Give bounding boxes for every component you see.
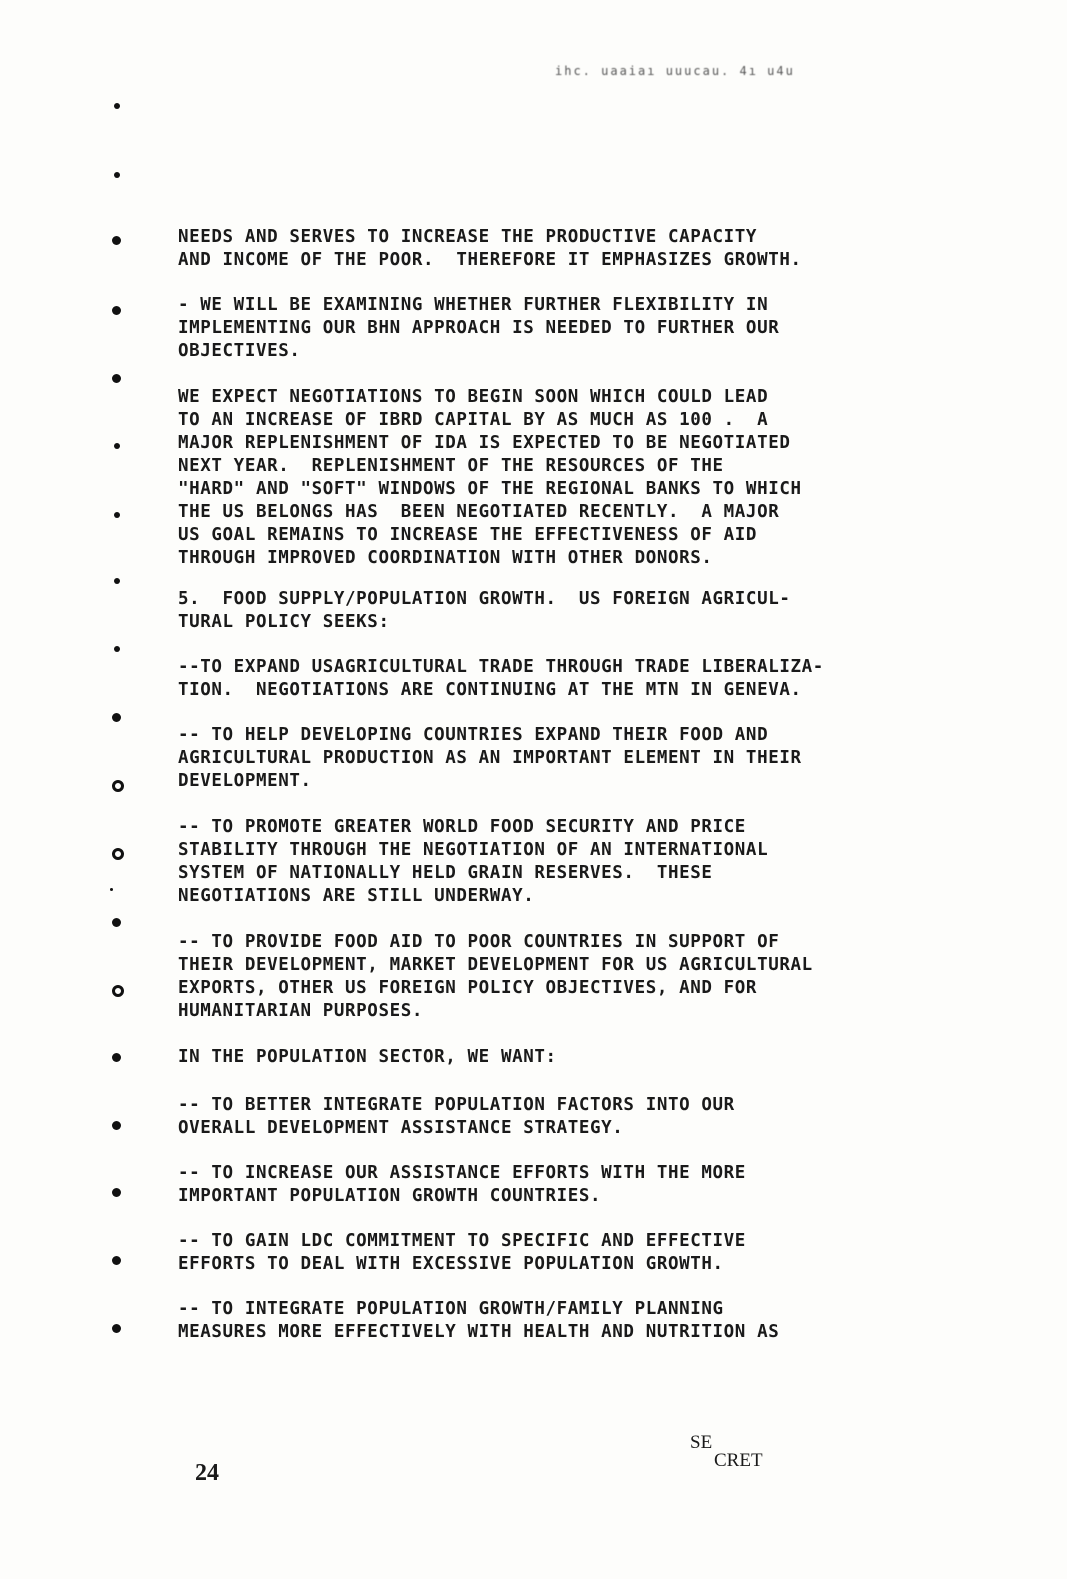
text-line: NEEDS AND SERVES TO INCREASE THE PRODUCTIVE CAPACITY <box>178 227 758 247</box>
text-line: TO AN INCREASE OF IBRD CAPITAL BY AS MUCH AS 100 . A <box>178 410 769 430</box>
hole-punch-margin <box>100 0 140 1579</box>
text-line: IN THE POPULATION SECTOR, WE WANT: <box>178 1047 557 1067</box>
text-line: TURAL POLICY SEEKS: <box>178 612 390 632</box>
text-line: SYSTEM OF NATIONALLY HELD GRAIN RESERVES. THESE <box>178 863 713 883</box>
paragraph <box>178 588 790 634</box>
paragraph <box>178 1162 746 1208</box>
margin-mark <box>112 1053 121 1062</box>
margin-mark <box>114 646 120 652</box>
margin-mark <box>112 1256 121 1265</box>
text-line: EXPORTS, OTHER US FOREIGN POLICY OBJECTIVES, AND FOR <box>178 978 758 998</box>
paragraph <box>178 386 802 570</box>
text-line: IMPLEMENTING OUR BHN APPROACH IS NEEDED TO FURTHER OUR <box>178 318 780 338</box>
text-line: "HARD" AND "SOFT" WINDOWS OF THE REGIONAL BANKS TO WHICH <box>178 479 802 499</box>
text-line: NEGOTIATIONS ARE STILL UNDERWAY. <box>178 886 535 906</box>
margin-mark <box>112 306 121 315</box>
paragraph <box>178 1046 557 1069</box>
text-line: TION. NEGOTIATIONS ARE CONTINUING AT THE MTN IN GENEVA. <box>178 680 802 700</box>
page-number: 24 <box>195 1460 219 1486</box>
text-line: HUMANITARIAN PURPOSES. <box>178 1001 423 1021</box>
margin-mark <box>112 1324 121 1333</box>
paragraph <box>178 1094 735 1140</box>
text-line: -- TO INCREASE OUR ASSISTANCE EFFORTS WITH THE MORE <box>178 1163 746 1183</box>
text-line: WE EXPECT NEGOTIATIONS TO BEGIN SOON WHICH COULD LEAD <box>178 387 769 407</box>
text-line: -- TO PROVIDE FOOD AID TO POOR COUNTRIES IN SUPPORT OF <box>178 932 780 952</box>
margin-mark <box>110 888 113 891</box>
text-line: -- TO INTEGRATE POPULATION GROWTH/FAMILY PLANNING <box>178 1299 724 1319</box>
text-line: --TO EXPAND USAGRICULTURAL TRADE THROUGH TRADE LIBERALIZA- <box>178 657 824 677</box>
text-line: US GOAL REMAINS TO INCREASE THE EFFECTIVENESS OF AID <box>178 525 758 545</box>
margin-mark <box>112 848 124 860</box>
paragraph <box>178 656 824 702</box>
text-line: NEXT YEAR. REPLENISHMENT OF THE RESOURCES OF THE <box>178 456 724 476</box>
text-line: THE US BELONGS HAS BEEN NEGOTIATED RECENTLY. A MAJOR <box>178 502 780 522</box>
text-line: IMPORTANT POPULATION GROWTH COUNTRIES. <box>178 1186 602 1206</box>
margin-mark <box>112 374 121 383</box>
margin-mark <box>114 103 120 109</box>
classification-part-2: CRET <box>714 1450 763 1471</box>
margin-mark <box>114 512 120 518</box>
margin-mark <box>112 713 121 722</box>
text-line: DEVELOPMENT. <box>178 771 312 791</box>
margin-mark <box>112 1121 121 1130</box>
classification-marking <box>690 1432 780 1476</box>
margin-mark <box>112 918 121 927</box>
text-line: AGRICULTURAL PRODUCTION AS AN IMPORTANT ELEMENT IN THEIR <box>178 748 802 768</box>
margin-mark <box>114 172 120 178</box>
text-line: STABILITY THROUGH THE NEGOTIATION OF AN INTERNATIONAL <box>178 840 769 860</box>
text-line: MEASURES MORE EFFECTIVELY WITH HEALTH AND NUTRITION AS <box>178 1322 780 1342</box>
paragraph <box>178 816 768 908</box>
paragraph <box>178 294 779 363</box>
margin-mark <box>112 1188 121 1197</box>
text-line: MAJOR REPLENISHMENT OF IDA IS EXPECTED TO BE NEGOTIATED <box>178 433 791 453</box>
classification-part-1: SE <box>690 1432 713 1453</box>
paragraph <box>178 724 802 793</box>
margin-mark <box>112 985 124 997</box>
paragraph <box>178 931 813 1023</box>
text-line: - WE WILL BE EXAMINING WHETHER FURTHER FLEXIBILITY IN <box>178 295 769 315</box>
text-line: -- TO BETTER INTEGRATE POPULATION FACTORS INTO OUR <box>178 1095 735 1115</box>
text-line: -- TO HELP DEVELOPING COUNTRIES EXPAND THEIR FOOD AND <box>178 725 769 745</box>
text-line: THROUGH IMPROVED COORDINATION WITH OTHER DONORS. <box>178 548 713 568</box>
paragraph <box>178 226 802 272</box>
margin-mark <box>112 780 124 792</box>
text-line: AND INCOME OF THE POOR. THEREFORE IT EMPHASIZES GROWTH. <box>178 250 802 270</box>
text-line: OBJECTIVES. <box>178 341 301 361</box>
margin-mark <box>114 578 120 584</box>
margin-mark <box>114 443 120 449</box>
text-line: 5. FOOD SUPPLY/POPULATION GROWTH. US FOREIGN AGRICUL- <box>178 589 791 609</box>
paragraph <box>178 1230 746 1276</box>
text-line: OVERALL DEVELOPMENT ASSISTANCE STRATEGY. <box>178 1118 624 1138</box>
text-line: -- TO GAIN LDC COMMITMENT TO SPECIFIC AND EFFECTIVE <box>178 1231 746 1251</box>
text-line: THEIR DEVELOPMENT, MARKET DEVELOPMENT FOR US AGRICULTURAL <box>178 955 813 975</box>
header-stamp: ihc. uaaiaı uuucau. 4ı u4u <box>555 64 795 78</box>
paragraph <box>178 1298 779 1344</box>
margin-mark <box>112 236 121 245</box>
text-line: -- TO PROMOTE GREATER WORLD FOOD SECURITY AND PRICE <box>178 817 746 837</box>
text-line: EFFORTS TO DEAL WITH EXCESSIVE POPULATION GROWTH. <box>178 1254 724 1274</box>
